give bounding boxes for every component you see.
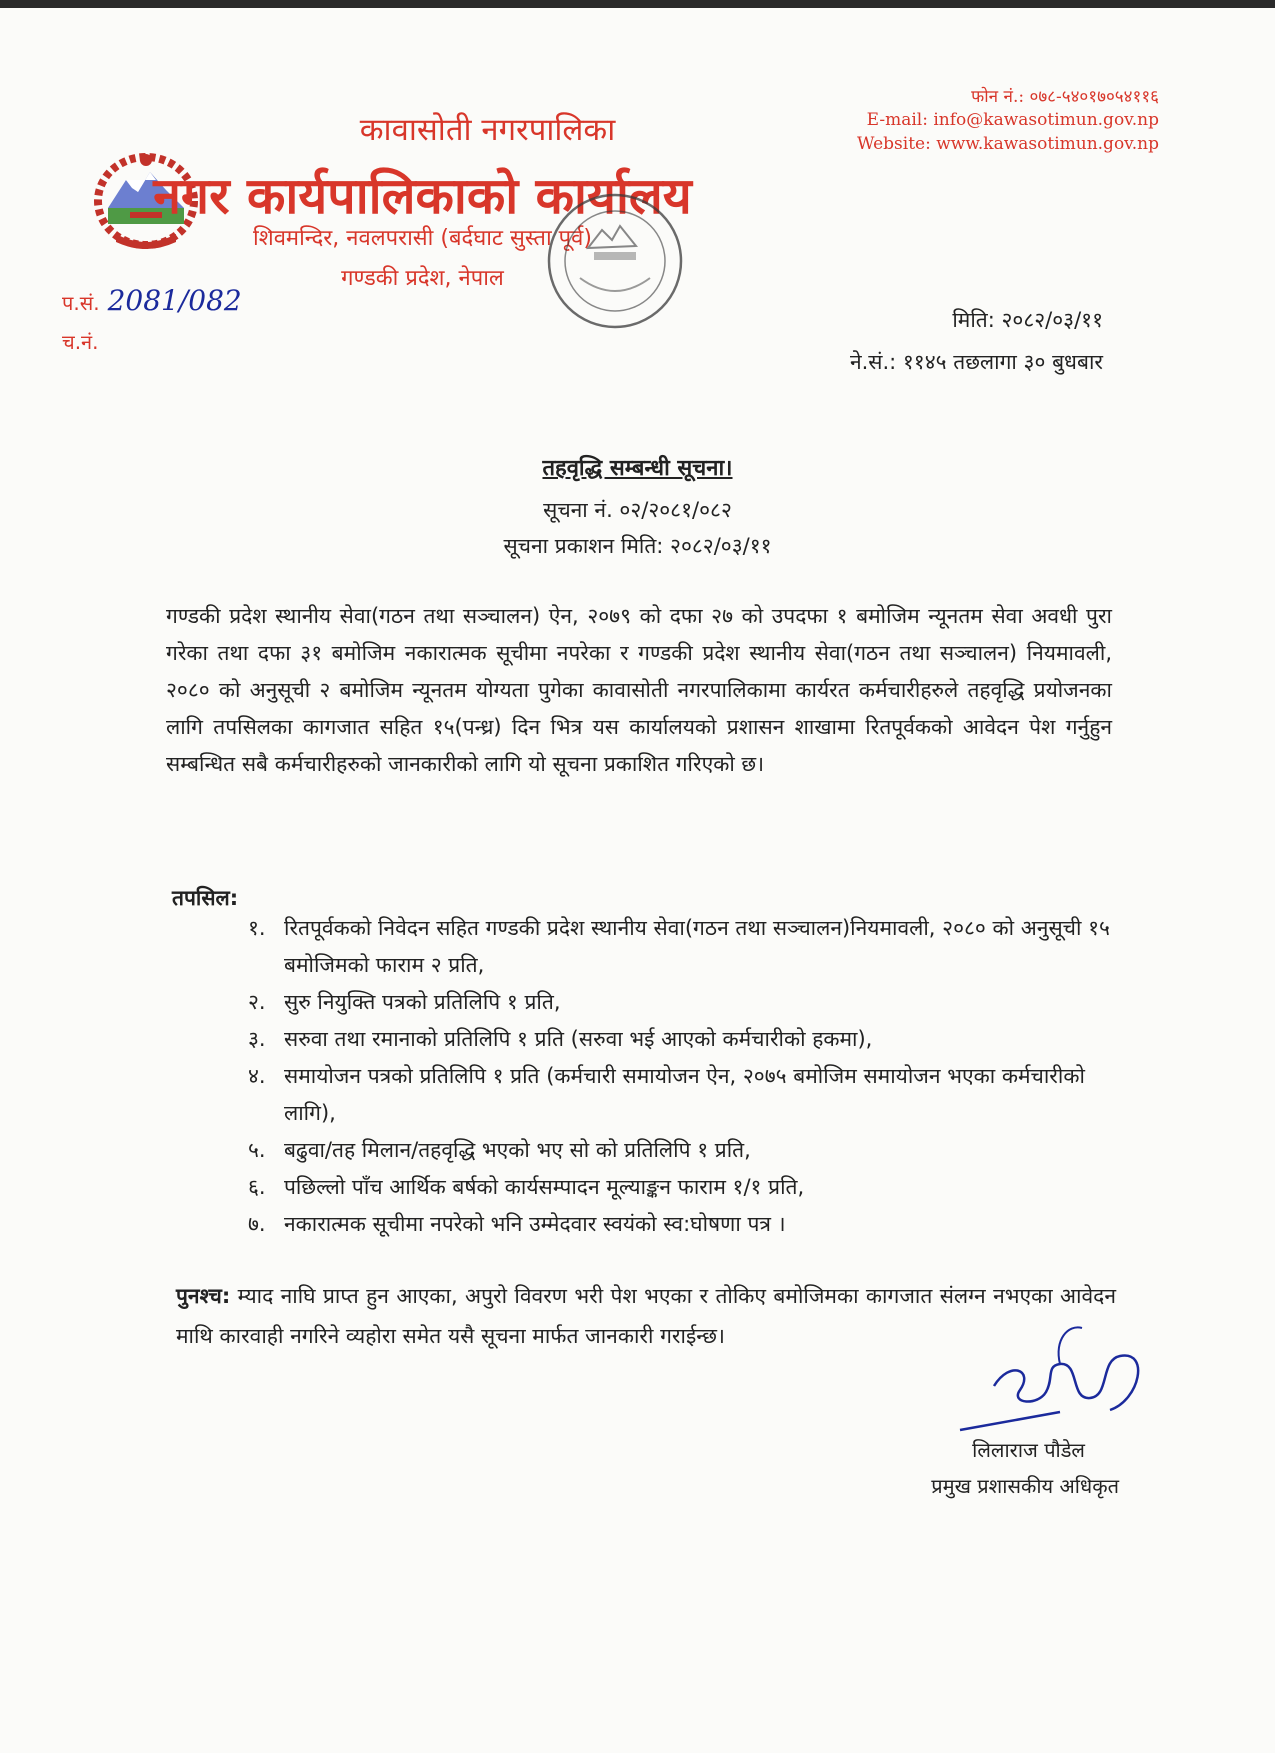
notice-title	[0, 452, 1275, 482]
ref-value-handwritten: 2081/082	[107, 284, 242, 317]
list-item-number: १.	[248, 916, 266, 940]
notice-title-text: तहवृद्धि सम्बन्धी सूचना।	[542, 456, 733, 481]
signatory-title: प्रमुख प्रशासकीय अधिकृत	[931, 1474, 1119, 1498]
office-seal-stamp	[540, 186, 690, 336]
handwritten-signature	[950, 1320, 1170, 1440]
top-edge	[0, 0, 1275, 8]
office-province: गण्डकी प्रदेश, नेपाल	[341, 266, 504, 291]
list-item-number: ६.	[248, 1175, 266, 1199]
list-item-text: रितपूर्वकको निवेदन सहित गण्डकी प्रदेश स्थानीय सेवा(गठन तथा सञ्चालन)नियमावली, २०८० को अनुसूची १५ बमोजिमको फाराम २ प्रति,	[284, 916, 1110, 977]
list-item	[248, 984, 1120, 1021]
list-item-number: २.	[248, 990, 266, 1014]
list-item-text: पछिल्लो पाँच आर्थिक बर्षको कार्यसम्पादन मूल्याङ्कन फाराम १/१ प्रति,	[284, 1175, 805, 1199]
postscript-label: पुनश्च:	[176, 1284, 231, 1308]
list-item	[248, 1021, 1120, 1058]
list-item-number: ७.	[248, 1212, 266, 1236]
postscript-text: म्याद नाघि प्राप्त हुन आएका, अपुरो विवरण भरी पेश भएका र तोकिए बमोजिमका कागजात संलग्न नभएका आवेदन माथि कारवाही नगरिने व्यहोरा समेत यसै सूचना मार्फत जानकारी गराईन्छ।	[176, 1284, 1116, 1348]
signatory-name: लिलाराज पौडेल	[972, 1438, 1085, 1462]
office-phone: फोन नं.: ०७८-५४०१७०५४११६	[971, 87, 1159, 107]
list-item	[248, 1058, 1120, 1132]
office-website: Website: www.kawasotimun.gov.np	[857, 134, 1159, 154]
requirements-list	[248, 910, 1120, 1243]
dispatch-number-label: च.नं.	[62, 330, 99, 354]
list-item-number: ४.	[248, 1064, 266, 1088]
office-email: E-mail: info@kawasotimun.gov.np	[866, 110, 1159, 130]
list-item	[248, 1206, 1120, 1243]
notice-body: गण्डकी प्रदेश स्थानीय सेवा(गठन तथा सञ्चालन) ऐन, २०७९ को दफा २७ को उपदफा १ बमोजिम न्यूनतम सेवा अवधी पुरा गरेका तथा दफा ३१ बमोजिम नकारात्मक सूचीमा नपरेका र गण्डकी प्रदेश स्थानीय सेवा(गठन तथा सञ्चालन) नियमावली, २०८० को अनुसूची २ बमोजिम न्यूनतम योग्यता पुगेका कावासोती नगरपालिकामा कार्यरत कर्मचारीहरुले तहवृद्धि प्रयोजनका लागि तपसिलका कागजात सहित १५(पन्ध्र) दिन भित्र यस कार्यालयको प्रशासन शाखामा रितपूर्वकको आवेदन पेश गर्नुहुन सम्बन्धित सबै कर्मचारीहरुको जानकारीको लागि यो सूचना प्रकाशित गरिएको छ।	[166, 604, 1112, 776]
list-item-text: नकारात्मक सूचीमा नपरेको भनि उम्मेदवार स्वयंको स्व:घोषणा पत्र ।	[284, 1212, 786, 1236]
municipality-name: कावासोती नगरपालिका	[359, 112, 616, 148]
office-name: नगर कार्यपालिकाको कार्यालय	[153, 167, 692, 225]
list-title: तपसिल:	[172, 886, 239, 910]
list-item-text: सरुवा तथा रमानाको प्रतिलिपि १ प्रति (सरुवा भई आएको कर्मचारीको हकमा),	[284, 1027, 873, 1051]
list-item	[248, 1169, 1120, 1206]
notice-publish-date: सूचना प्रकाशन मिति: २०८२/०३/११	[503, 534, 772, 558]
notice-number: सूचना नं. ०२/२०८१/०८२	[543, 498, 732, 522]
list-item-number: ३.	[248, 1027, 266, 1051]
list-item-text: सुरु नियुक्ति पत्रको प्रतिलिपि १ प्रति,	[284, 990, 561, 1014]
list-item-text: समायोजन पत्रको प्रतिलिपि १ प्रति (कर्मचारी समायोजन ऐन, २०७५ बमोजिम समायोजन भएका कर्मचारीको लागि),	[284, 1064, 1085, 1125]
reference-number	[62, 284, 242, 317]
list-item-text: बढुवा/तह मिलान/तहवृद्धि भएको भए सो को प्रतिलिपि १ प्रति,	[284, 1138, 751, 1162]
nepal-sambat-date: ने.सं.: ११४५ तछलागा ३० बुधबार	[849, 350, 1103, 374]
list-item	[248, 1132, 1120, 1169]
ref-label: प.सं.	[62, 291, 100, 315]
list-item-number: ५.	[248, 1138, 266, 1162]
office-address: शिवमन्दिर, नवलपरासी (बर्दघाट सुस्ता पूर्व)	[253, 226, 592, 251]
list-item	[248, 910, 1120, 984]
notice-date: मिति: २०८२/०३/११	[952, 308, 1103, 332]
